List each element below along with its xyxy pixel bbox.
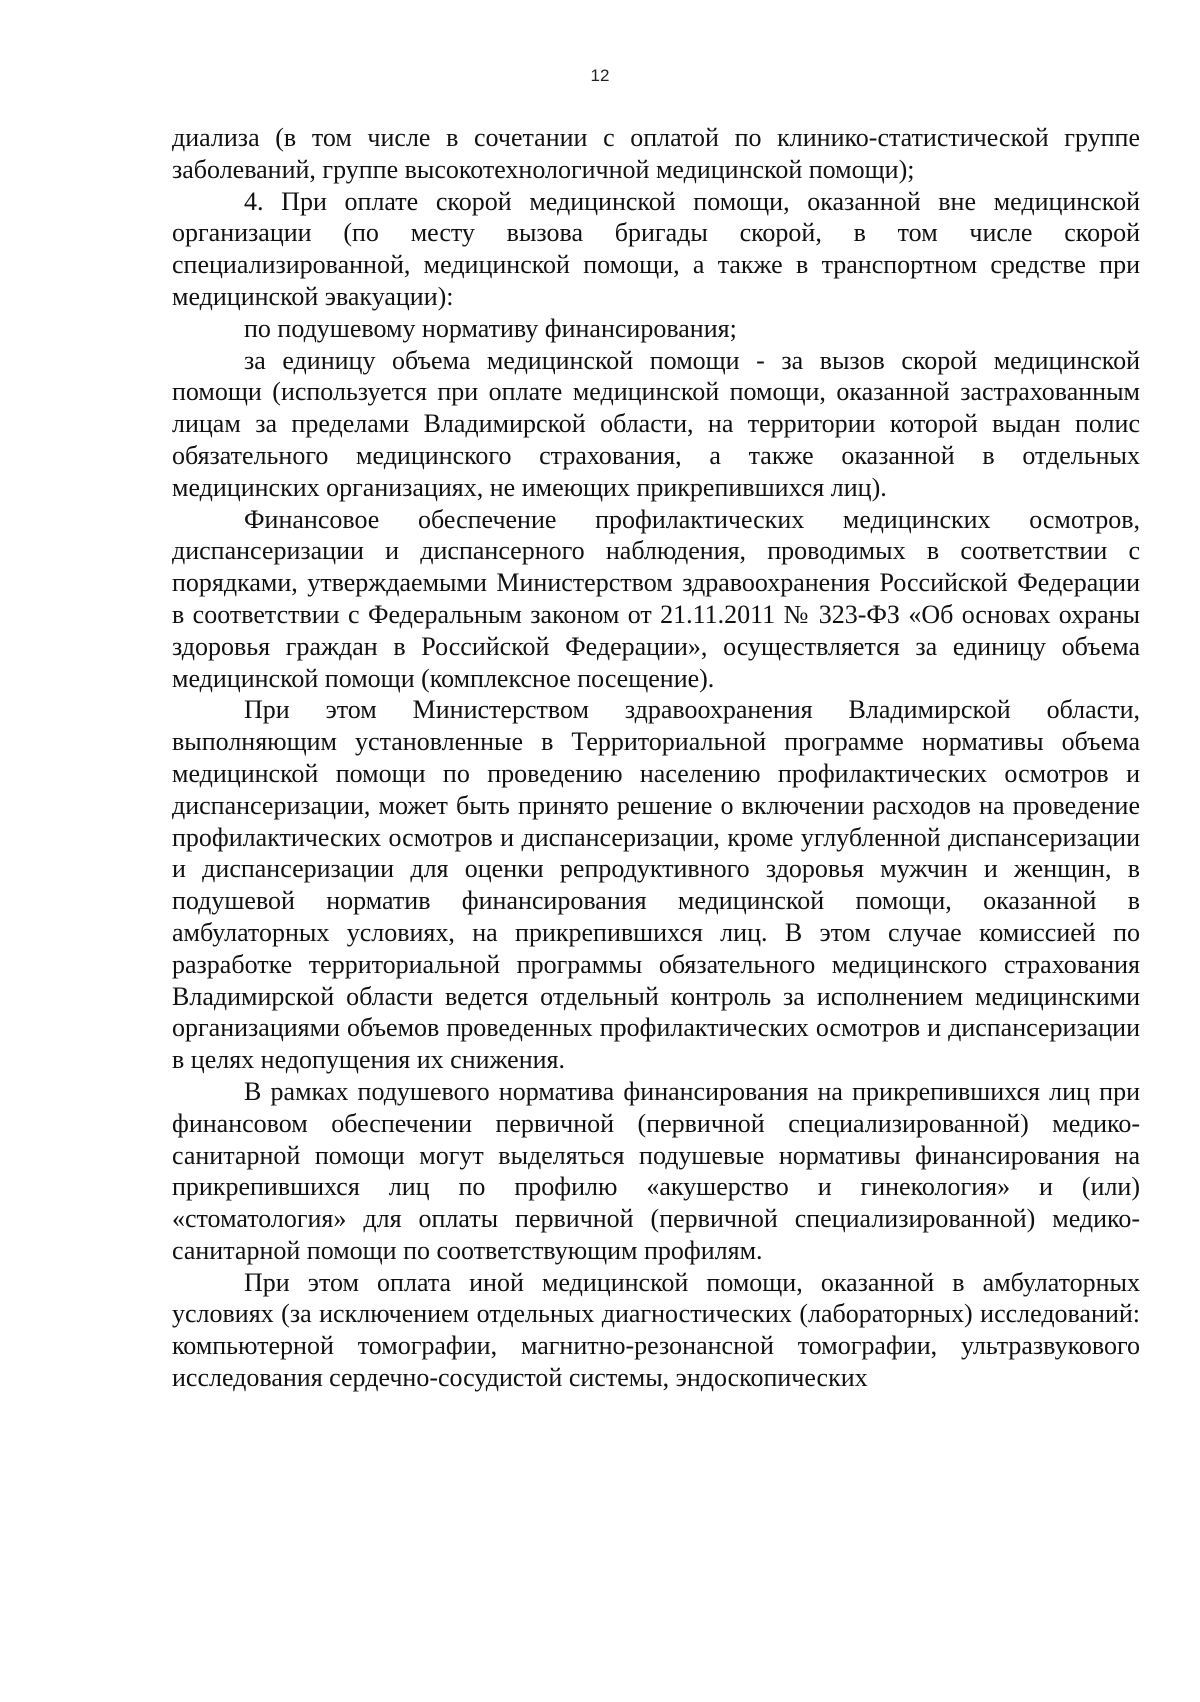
page-number: 12 xyxy=(590,66,610,85)
paragraph-per-call: за единицу объема медицинской помощи - за вызов скорой медицинской помощи (используется при оплате медицинской помощи, оказанной застрахованным лицам за пределами Владимирской области, на территории которой выдан полис обязательного медицинского страхования, а также оказанной в отдельных медицинских организациях, не имеющих прикрепившихся лиц). xyxy=(172,345,1140,502)
paragraph-continuation: диализа (в том числе в сочетании с оплатой по клинико-статистической группе заболеваний, группе высокотехнологичной медицинской помощи); xyxy=(172,123,1140,184)
document-body xyxy=(172,122,1140,1394)
paragraph-per-capita-profiles: В рамках подушевого норматива финансирования на прикрепившихся лиц при финансовом обеспечении первичной (первичной специализированной) медико-санитарной помощи могут выделяться подушевые нормативы финансирования на прикрепившихся лиц по профилю «акушерство и гинекология» и (или) «стоматология» для оплаты первичной (первичной специализированной) медико-санитарной помощи по соответствующим профилям. xyxy=(172,1076,1140,1265)
paragraph-ministry-decision: При этом Министерством здравоохранения Владимирской области, выполняющим установленные в Территориальной программе нормативы объема медицинской помощи по проведению населению профилактических осмотров и диспансеризации, может быть принято решение о включении расходов на проведение профилактических осмотров и диспансеризации, кроме углубленной диспансеризации и диспансеризации для оценки репродуктивного здоровья мужчин и женщин, в подушевой норматив финансирования медицинской помощи, оказанной в амбулаторных условиях, на прикрепившихся лиц. В этом случае комиссией по разработке территориальной программы обязательного медицинского страхования Владимирской области ведется отдельный контроль за исполнением медицинскими организациями объемов проведенных профилактических осмотров и диспансеризации в целях недопущения их снижения. xyxy=(172,695,1140,1075)
paragraph-per-capita: по подушевому нормативу финансирования; xyxy=(244,313,737,343)
paragraph-financing-checkups: Финансовое обеспечение профилактических медицинских осмотров, диспансеризации и диспансерного наблюдения, проводимых в соответствии с порядками, утверждаемыми Министерством здравоохранения Российской Федерации в соответствии с Федеральным законом от 21.11.2011 № 323-ФЗ «Об основах охраны здоровья граждан в Российской Федерации», осуществляется за единицу объема медицинской помощи (комплексное посещение). xyxy=(172,504,1140,693)
paragraph-item-4: 4. При оплате скорой медицинской помощи, оказанной вне медицинской организации (по месту вызова бригады скорой, в том числе скорой специализированной, медицинской помощи, а также в транспортном средстве при медицинской эвакуации): xyxy=(172,186,1140,311)
paragraph-other-payment: При этом оплата иной медицинской помощи, оказанной в амбулаторных условиях (за исключением отдельных диагностических (лабораторных) исследований: компьютерной томографии, магнитно-резонансной томографии, ультразвукового исследования сердечно-сосудистой системы, эндоскопических xyxy=(172,1267,1140,1393)
